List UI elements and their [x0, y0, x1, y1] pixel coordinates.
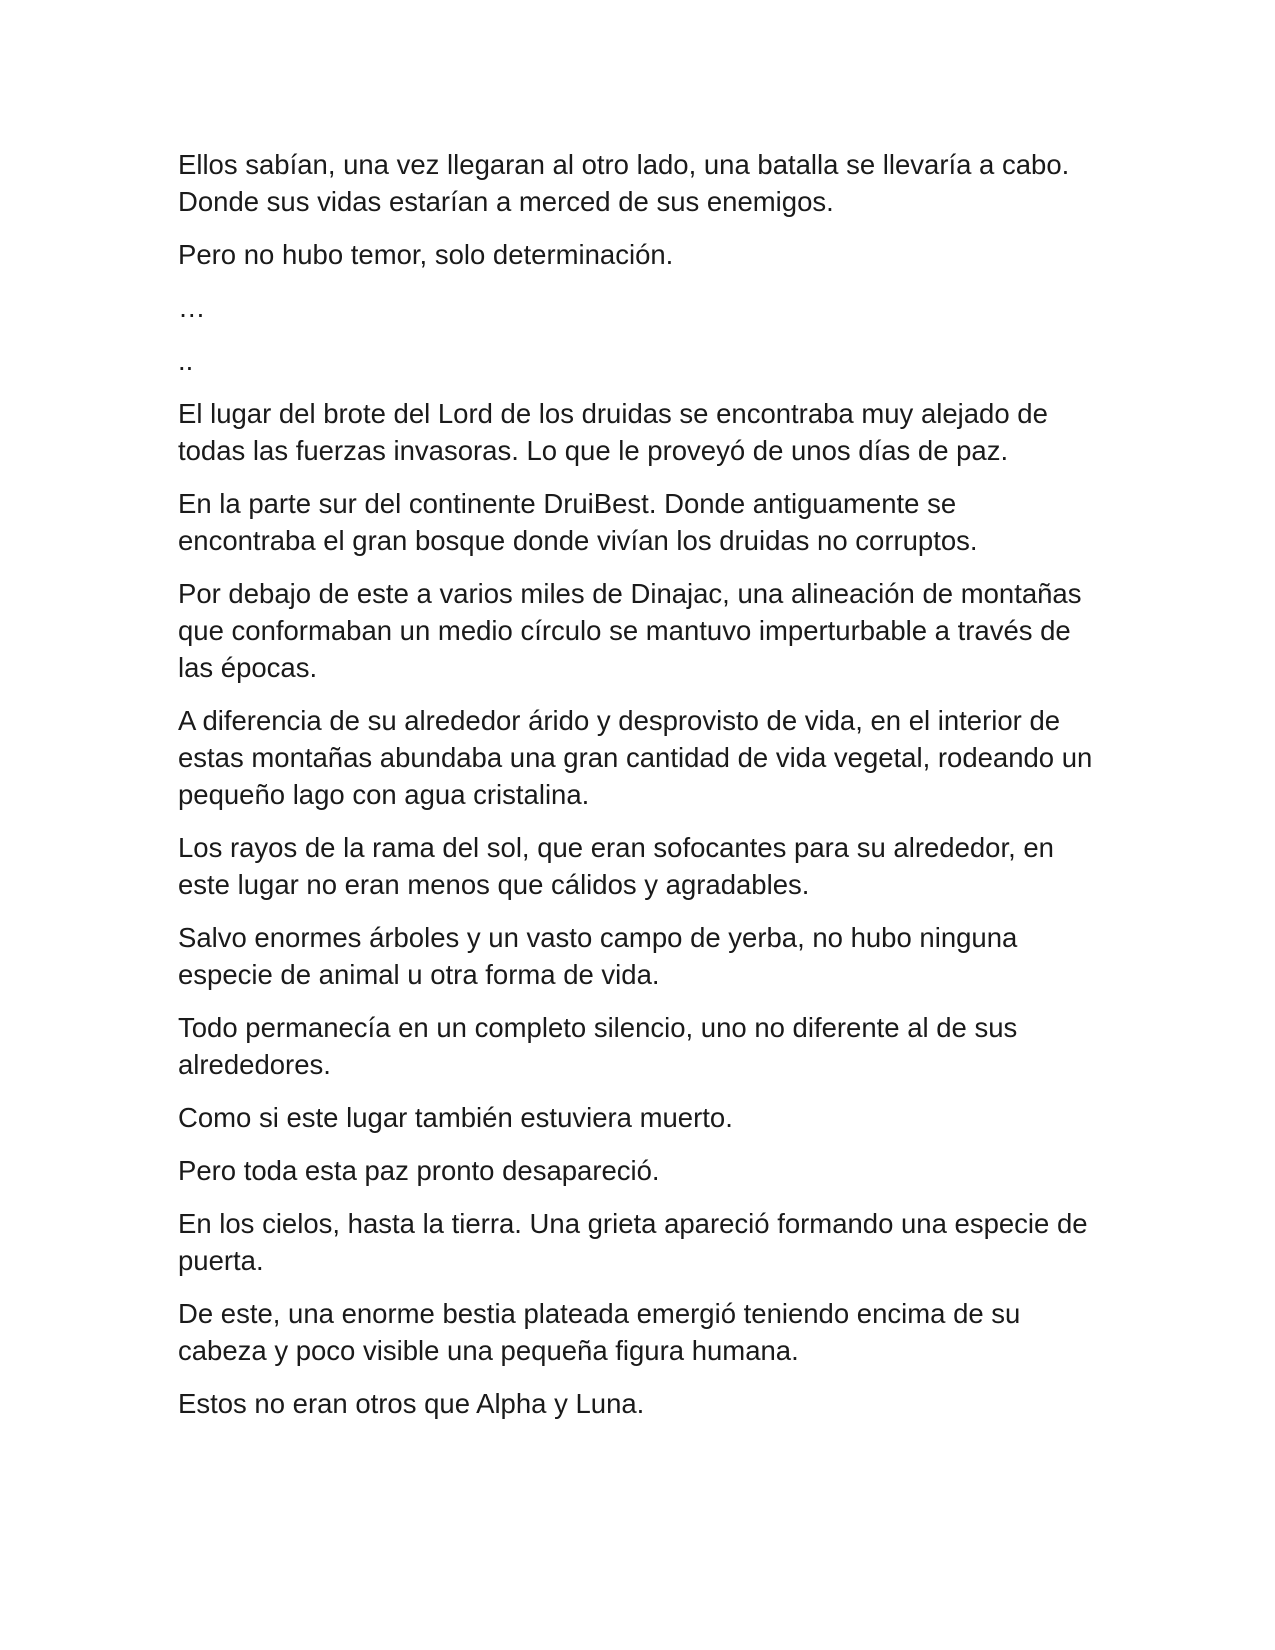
- paragraph: El lugar del brote del Lord de los druidas se encontraba muy alejado de todas las fuerzas invasoras. Lo que le proveyó de unos días de paz.: [178, 398, 1048, 466]
- paragraph: Los rayos de la rama del sol, que eran sofocantes para su alrededor, en este lugar no eran menos que cálidos y agradables.: [178, 832, 1054, 900]
- scene-break-ellipsis: …: [178, 292, 206, 323]
- paragraph: Todo permanecía en un completo silencio, uno no diferente al de sus alrededores.: [178, 1012, 1018, 1080]
- paragraph: Por debajo de este a varios miles de Dinajac, una alineación de montañas que conformaban un medio círculo se mantuvo imperturbable a través de las épocas.: [178, 578, 1082, 683]
- paragraph: Como si este lugar también estuviera muerto.: [178, 1102, 733, 1133]
- paragraph: Estos no eran otros que Alpha y Luna.: [178, 1388, 645, 1419]
- paragraph: A diferencia de su alrededor árido y desprovisto de vida, en el interior de estas montañas abundaba una gran cantidad de vida vegetal, rodeando un pequeño lago con agua cristalina.: [178, 705, 1093, 810]
- paragraph: Pero toda esta paz pronto desapareció.: [178, 1155, 660, 1186]
- paragraph: De este, una enorme bestia plateada emergió teniendo encima de su cabeza y poco visible una pequeña figura humana.: [178, 1298, 1021, 1366]
- paragraph: Salvo enormes árboles y un vasto campo de yerba, no hubo ninguna especie de animal u otra forma de vida.: [178, 922, 1018, 990]
- paragraph: En la parte sur del continente DruiBest. Donde antiguamente se encontraba el gran bosque donde vivían los druidas no corruptos.: [178, 488, 978, 556]
- paragraph: Pero no hubo temor, solo determinación.: [178, 239, 674, 270]
- scene-break-dots: ..: [178, 345, 194, 376]
- document-body: [178, 146, 1098, 1438]
- paragraph: Ellos sabían, una vez llegaran al otro lado, una batalla se llevaría a cabo. Donde sus vidas estarían a merced de sus enemigos.: [178, 149, 1070, 217]
- paragraph: En los cielos, hasta la tierra. Una grieta apareció formando una especie de puerta.: [178, 1208, 1088, 1276]
